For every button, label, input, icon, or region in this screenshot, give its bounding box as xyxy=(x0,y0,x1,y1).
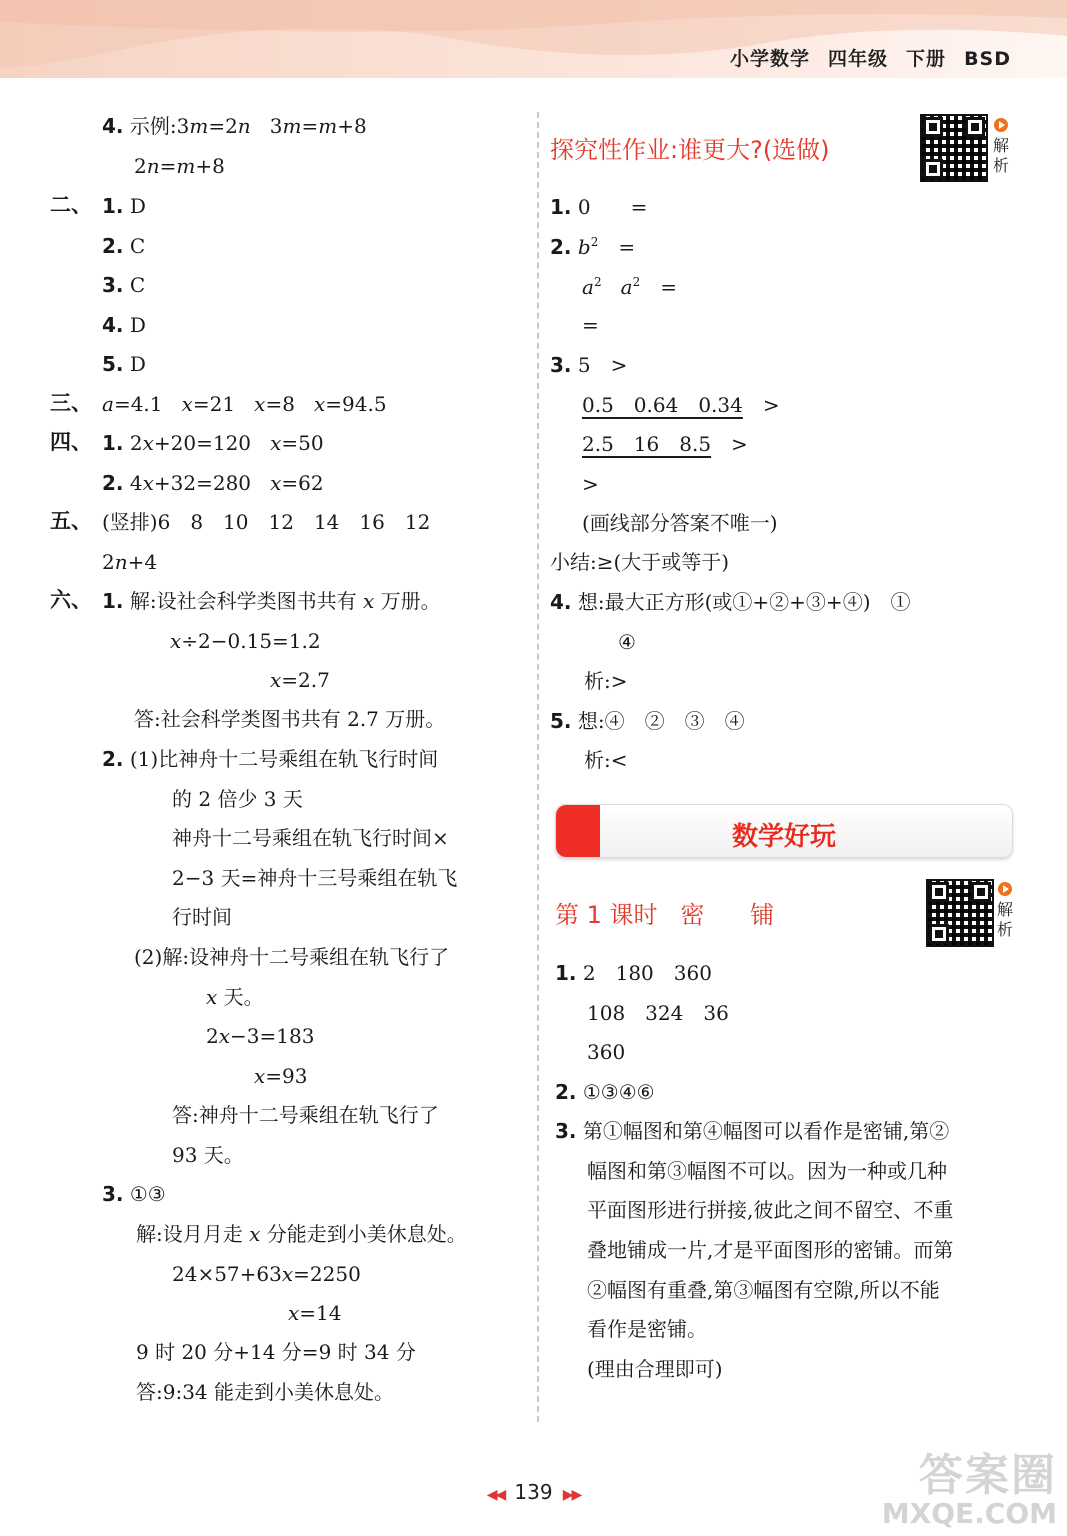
note-line: (画线部分答案不唯一) xyxy=(582,511,778,535)
answer-line: 看作是密铺。 xyxy=(587,1317,707,1341)
answer-line: 4. D xyxy=(102,313,146,337)
column-divider xyxy=(537,112,539,1422)
answer-line: $a^2$ $a^2$ = xyxy=(582,275,677,299)
answer-line: 108 324 36 xyxy=(587,1001,729,1025)
answer-line: 2−3 天=神舟十三号乘组在轨飞 xyxy=(172,866,458,890)
answer-line: 1. 2x+20=120 x=50 xyxy=(102,431,324,455)
answer-line: 2. 4x+32=280 x=62 xyxy=(102,471,324,495)
banner-title: 数学好玩 xyxy=(731,822,836,852)
prev-arrows-icon: ◀◀ xyxy=(486,1487,505,1503)
answer-line: 2. ①③④⑥ xyxy=(555,1080,655,1104)
answer-line: 1. D xyxy=(102,194,146,218)
answer-line: 叠地铺成一片,才是平面图形的密铺。而第 xyxy=(587,1238,954,1262)
answer-line: 析:> xyxy=(584,669,628,693)
answer-line: (2)解:设神舟十二号乘组在轨飞行了 xyxy=(134,945,450,969)
answer-line: 0.5 0.64 0.34 > xyxy=(582,393,780,417)
play-icon xyxy=(998,882,1012,896)
answer-line: 幅图和第③幅图不可以。因为一种或几种 xyxy=(587,1159,947,1183)
answer-line: 9 时 20 分+14 分=9 时 34 分 xyxy=(136,1340,416,1364)
watermark: 答案圈 MXQE.COM xyxy=(881,1450,1057,1530)
section-label: 三、 xyxy=(50,391,92,415)
answer-line: 360 xyxy=(587,1040,626,1064)
summary-line: 小结:≥(大于或等于) xyxy=(550,550,730,574)
header-grade: 四年级 xyxy=(828,48,889,70)
answer-line: 析:< xyxy=(584,748,628,772)
play-icon xyxy=(994,118,1008,132)
answer-line: 的 2 倍少 3 天 xyxy=(172,787,303,811)
note-line: (理由合理即可) xyxy=(587,1357,723,1381)
answer-line: 2n=m+8 xyxy=(134,154,225,178)
lesson-title: 第 1 课时 密 铺 xyxy=(555,901,775,929)
answer-line: 答:神舟十二号乘组在轨飞行了 xyxy=(172,1103,439,1127)
answer-line: ④ xyxy=(618,630,636,654)
header-volume: 下册 xyxy=(906,48,947,70)
chapter-banner xyxy=(555,804,1013,858)
qr-label: 解析 xyxy=(997,900,1014,939)
answer-line: > xyxy=(582,472,599,496)
qr-label: 解析 xyxy=(993,136,1010,175)
answer-line: 1. 0 = xyxy=(550,195,648,219)
equation-line: 24×57+63x=2250 xyxy=(172,1262,361,1286)
page-number: 139 xyxy=(514,1480,553,1504)
answer-line: 4. 示例:3m=2n 3m=m+8 xyxy=(102,114,367,138)
next-arrows-icon: ▶▶ xyxy=(562,1487,581,1503)
answer-line: = xyxy=(582,313,599,337)
answer-line: 1. 解:设社会科学类图书共有 x 万册。 xyxy=(102,589,441,613)
section-label: 二、 xyxy=(50,193,92,217)
answer-line: 2. (1)比神舟十二号乘组在轨飞行时间 xyxy=(102,747,439,771)
header-subject: 小学数学 xyxy=(730,48,811,70)
section-title-inquiry: 探究性作业:谁更大?(选做) xyxy=(550,136,830,164)
equation-line: x=2.7 xyxy=(270,668,330,692)
header-meta xyxy=(712,44,1011,71)
answer-line: 答:9:34 能走到小美休息处。 xyxy=(136,1380,395,1404)
section-label: 五、 xyxy=(50,509,92,533)
header-edition: BSD xyxy=(964,48,1011,70)
answer-line: 答:社会科学类图书共有 2.7 万册。 xyxy=(134,707,446,731)
answer-line: 行时间 xyxy=(172,905,232,929)
qr-code-icon[interactable] xyxy=(926,879,994,947)
section-label: 四、 xyxy=(50,430,92,454)
answer-line: 1. 2 180 360 xyxy=(555,961,712,985)
answer-line: 2. $b^2$ = xyxy=(550,235,636,259)
answer-line: ②幅图有重叠,第③幅图有空隙,所以不能 xyxy=(587,1278,940,1302)
answer-line: 5. D xyxy=(102,352,146,376)
answer-line: (竖排)6 8 10 12 14 16 12 xyxy=(102,510,431,534)
qr-code-icon[interactable] xyxy=(920,114,988,182)
answer-line: a=4.1 x=21 x=8 x=94.5 xyxy=(102,392,387,416)
equation-line: x=14 xyxy=(288,1301,342,1325)
answer-line: 解:设月月走 x 分能走到小美休息处。 xyxy=(136,1222,467,1246)
answer-line: 2n+4 xyxy=(102,550,158,574)
answer-line: 2.5 16 8.5 > xyxy=(582,432,748,456)
answer-line: 3. 第①幅图和第④幅图可以看作是密铺,第② xyxy=(555,1119,950,1143)
answer-line: 3. 5 > xyxy=(550,353,628,377)
equation-line: 2x−3=183 xyxy=(206,1024,315,1048)
equation-line: x=93 xyxy=(254,1064,308,1088)
answer-line: 2. C xyxy=(102,234,146,258)
answer-line: 4. 想:最大正方形(或①+②+③+④) ① xyxy=(550,590,911,614)
answer-line: 3. ①③ xyxy=(102,1182,166,1206)
answer-line: 平面图形进行拼接,彼此之间不留空、不重 xyxy=(587,1198,954,1222)
equation-line: x÷2−0.15=1.2 xyxy=(170,629,321,653)
answer-line: 93 天。 xyxy=(172,1143,244,1167)
answer-line: x 天。 xyxy=(206,985,264,1009)
answer-line: 5. 想:④ ② ③ ④ xyxy=(550,709,745,733)
section-label: 六、 xyxy=(50,588,92,612)
answer-line: 3. C xyxy=(102,273,146,297)
answer-line: 神舟十二号乘组在轨飞行时间× xyxy=(172,826,449,850)
